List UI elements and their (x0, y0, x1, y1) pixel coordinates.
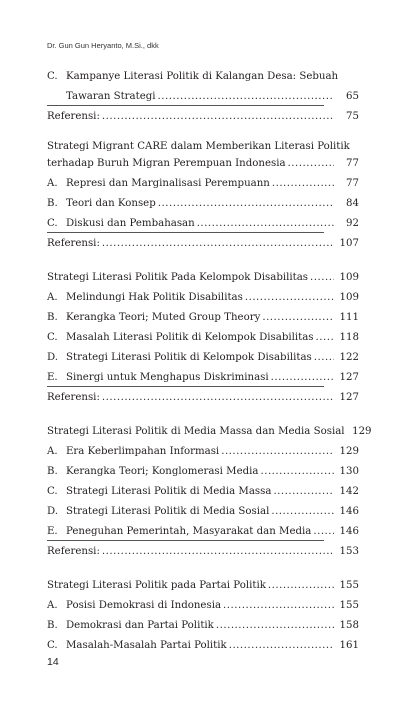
dot-leader (102, 545, 334, 558)
toc-entry (47, 344, 359, 364)
toc-entry (47, 284, 359, 304)
dot-leader (288, 157, 334, 170)
toc-entry-references (47, 233, 359, 250)
toc-entry-continuation (47, 83, 359, 103)
entry-letter: E. (47, 526, 58, 537)
chapter-heading-continuation (47, 153, 359, 170)
entry-title: Referensi: (47, 392, 100, 403)
chapter-heading (47, 421, 372, 438)
dot-leader (316, 331, 334, 344)
toc-entry (47, 364, 359, 384)
chapter-title: Strategi Literasi Politik Pada Kelompok Disabilitas (47, 272, 309, 283)
entry-letter: C. (47, 486, 58, 497)
toc-entry-references (47, 106, 359, 123)
entry-page: 109 (339, 292, 359, 303)
entry-letter: E. (47, 372, 58, 383)
entry-letter: B. (47, 466, 58, 477)
entry-page: 75 (346, 111, 359, 122)
entry-page: 127 (339, 372, 359, 383)
toc-entry-references (47, 541, 359, 558)
dot-leader (272, 177, 334, 190)
entry-page: 130 (339, 466, 359, 477)
entry-title: Masalah-Masalah Partai Politik (66, 640, 227, 651)
entry-title: Posisi Demokrasi di Indonesia (66, 600, 222, 611)
dot-leader (260, 465, 334, 478)
dot-leader (102, 237, 334, 250)
chapter-title-continued: terhadap Buruh Migran Perempuan Indonesia (47, 158, 286, 169)
entry-page: 146 (339, 506, 359, 517)
dot-leader (310, 271, 334, 284)
dot-leader (216, 619, 334, 632)
entry-title: Represi dan Marginalisasi Perempuann (66, 178, 270, 189)
entry-page: 65 (346, 91, 359, 102)
chapter-page: 155 (339, 580, 359, 591)
entry-page: 107 (339, 238, 359, 249)
entry-letter: C. (47, 640, 58, 651)
entry-page: 84 (346, 198, 359, 209)
dot-leader (102, 110, 334, 123)
dot-leader (271, 505, 334, 518)
entry-title: Strategi Literasi Politik di Media Sosial (66, 506, 270, 517)
chapter-page: 77 (346, 158, 359, 169)
dot-leader (158, 90, 334, 103)
toc-entry (47, 498, 359, 518)
entry-title: Kerangka Teori; Muted Group Theory (66, 312, 261, 323)
entry-letter: A. (47, 178, 58, 189)
toc-entry (47, 518, 359, 538)
dot-leader (229, 639, 334, 652)
toc-entry (47, 170, 359, 190)
toc-entry (47, 70, 359, 83)
chapter-heading (47, 140, 359, 153)
entry-title: Kerangka Teori; Konglomerasi Media (66, 466, 259, 477)
entry-title: Referensi: (47, 111, 100, 122)
entry-letter: C. (47, 218, 58, 229)
entry-title: Referensi: (47, 546, 100, 557)
dot-leader (158, 197, 334, 210)
entry-page: 129 (339, 446, 359, 457)
entry-letter: B. (47, 620, 58, 631)
table-of-contents (47, 70, 372, 652)
dot-leader (314, 351, 334, 364)
entry-letter: C. (47, 71, 58, 82)
dot-leader (223, 599, 334, 612)
entry-letter: D. (47, 506, 59, 517)
toc-entry (47, 210, 359, 230)
entry-title: Strategi Literasi Politik di Media Massa (66, 486, 272, 497)
dot-leader (197, 217, 334, 230)
dot-leader (102, 391, 334, 404)
dot-leader (313, 525, 334, 538)
toc-entry (47, 612, 359, 632)
running-header: Dr. Gun Gun Heryanto, M.Si., dkk (47, 41, 159, 50)
entry-page: 155 (339, 600, 359, 611)
entry-title: Sinergi untuk Menghapus Diskriminasi (66, 372, 269, 383)
toc-entry (47, 632, 359, 652)
dot-leader (221, 445, 334, 458)
chapter-title: Strategi Literasi Politik pada Partai Politik (47, 580, 266, 591)
entry-letter: C. (47, 332, 58, 343)
entry-title: Era Keberlimpahan Informasi (66, 446, 220, 457)
entry-title: Diskusi dan Pembahasan (66, 218, 195, 229)
toc-entry (47, 438, 359, 458)
entry-letter: A. (47, 446, 58, 457)
dot-leader (262, 311, 334, 324)
chapter-heading (47, 575, 359, 592)
chapter-heading (47, 267, 359, 284)
entry-letter: B. (47, 198, 58, 209)
entry-title: Demokrasi dan Partai Politik (66, 620, 214, 631)
dot-leader (245, 291, 334, 304)
entry-page: 161 (339, 640, 359, 651)
entry-title: Melindungi Hak Politik Disabilitas (66, 292, 243, 303)
entry-page: 122 (339, 352, 359, 363)
toc-entry-references (47, 387, 359, 404)
chapter-title: Strategi Literasi Politik di Media Massa dan Media Sosial (47, 426, 345, 437)
entry-page: 153 (339, 546, 359, 557)
toc-entry (47, 324, 359, 344)
entry-title: Strategi Literasi Politik di Kelompok Disabilitas (66, 352, 312, 363)
chapter-title: Strategi Migrant CARE dalam Memberikan Literasi Politik (47, 141, 350, 152)
entry-page: 118 (339, 332, 359, 343)
chapter-page: 109 (339, 272, 359, 283)
entry-letter: B. (47, 312, 58, 323)
entry-page: 158 (339, 620, 359, 631)
toc-entry (47, 478, 359, 498)
toc-entry (47, 458, 359, 478)
entry-title: Referensi: (47, 238, 100, 249)
entry-letter: D. (47, 352, 59, 363)
entry-title: Kampanye Literasi Politik di Kalangan Desa: Sebuah (66, 71, 339, 82)
toc-entry (47, 190, 359, 210)
chapter-page: 129 (352, 426, 372, 437)
entry-letter: A. (47, 292, 58, 303)
entry-title: Masalah Literasi Politik di Kelompok Disabilitas (66, 332, 314, 343)
entry-page: 111 (339, 312, 359, 323)
entry-page: 77 (346, 178, 359, 189)
entry-letter: A. (47, 600, 58, 611)
entry-title-continued: Tawaran Strategi (66, 91, 156, 102)
toc-entry (47, 592, 359, 612)
entry-page: 127 (339, 392, 359, 403)
entry-page: 92 (346, 218, 359, 229)
page-number: 14 (47, 656, 59, 668)
toc-entry (47, 304, 359, 324)
entry-page: 146 (339, 526, 359, 537)
dot-leader (268, 579, 334, 592)
dot-leader (273, 485, 334, 498)
entry-page: 142 (339, 486, 359, 497)
entry-title: Teori dan Konsep (66, 198, 156, 209)
entry-title: Peneguhan Pemerintah, Masyarakat dan Media (66, 526, 312, 537)
dot-leader (271, 371, 334, 384)
